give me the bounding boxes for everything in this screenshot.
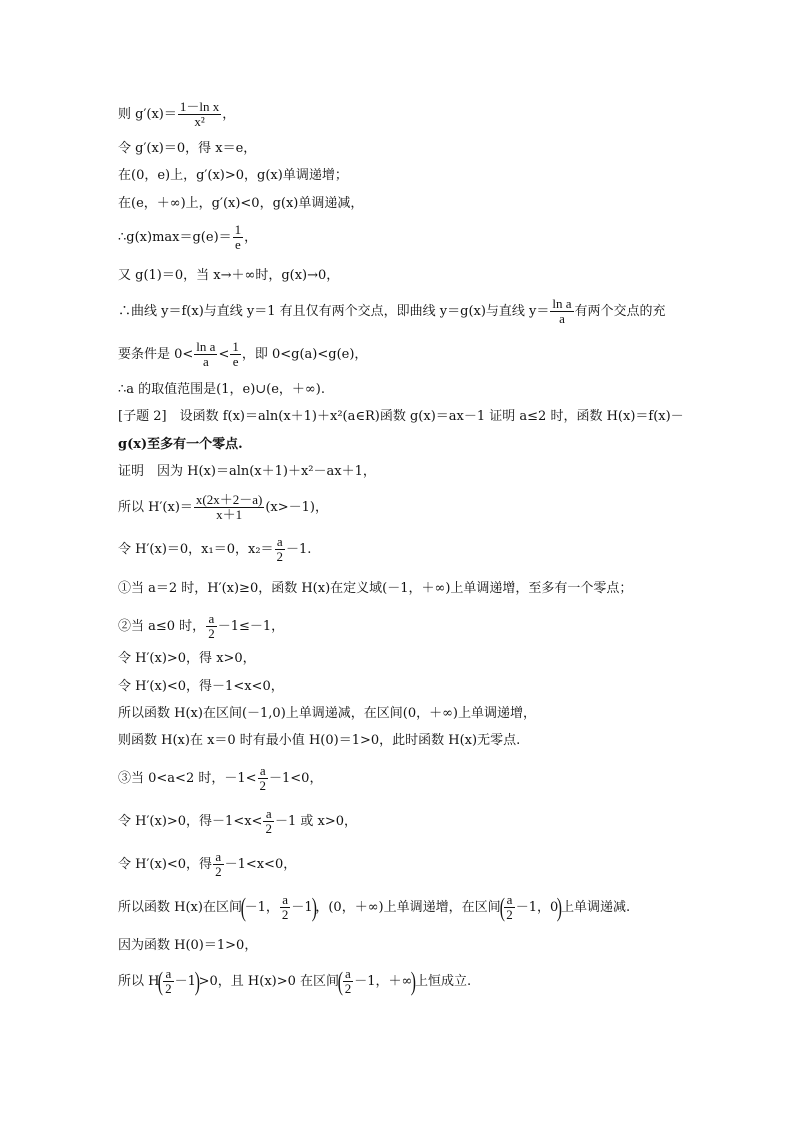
condition-line bbox=[118, 340, 367, 369]
text-line bbox=[118, 382, 325, 398]
text: 令 H′(x)<0，得－1<x<0， bbox=[118, 679, 284, 694]
case-2-line bbox=[118, 612, 284, 641]
fraction bbox=[233, 223, 244, 252]
fraction-numerator: a bbox=[213, 850, 224, 865]
text: ③当 0<a<2 时，－1< bbox=[118, 771, 257, 786]
max-value-line bbox=[118, 223, 257, 252]
text: 令 H′(x)＝0，x₁＝0，x₂＝ bbox=[118, 542, 274, 557]
fraction-denominator: 2 bbox=[165, 981, 172, 996]
fraction bbox=[280, 893, 291, 922]
text: 因为函数 H(0)＝1>0， bbox=[118, 938, 258, 953]
text: ， bbox=[222, 107, 236, 122]
fraction-denominator: 2 bbox=[344, 981, 352, 996]
fraction bbox=[263, 807, 274, 836]
text: ②当 a≤0 时， bbox=[118, 619, 206, 634]
fraction bbox=[230, 340, 241, 369]
fraction-numerator: 1 bbox=[232, 339, 239, 354]
fraction-numerator: 1 bbox=[234, 222, 242, 237]
right-paren: ) bbox=[557, 892, 563, 922]
fraction-denominator: 2 bbox=[259, 778, 267, 793]
text: 上恒成立. bbox=[414, 974, 472, 989]
text-line bbox=[118, 807, 357, 836]
fraction bbox=[504, 893, 515, 922]
text: 令 g′(x)＝0，得 x＝e， bbox=[118, 141, 257, 156]
text-line bbox=[118, 268, 339, 284]
subproblem-statement bbox=[118, 409, 684, 425]
text: 上单调递减. bbox=[561, 900, 631, 915]
text: 则 g′(x)＝ bbox=[118, 107, 177, 122]
text: －1. bbox=[286, 542, 312, 557]
text: ， bbox=[244, 230, 258, 245]
fraction-numerator: 1－ln x bbox=[179, 99, 220, 114]
fraction-denominator: 2 bbox=[281, 907, 289, 922]
text-line bbox=[118, 733, 520, 749]
text: －1 bbox=[291, 900, 313, 915]
text: 有两个交点的充 bbox=[574, 304, 666, 319]
text: －1<x<0， bbox=[224, 857, 297, 872]
text: < bbox=[218, 347, 230, 362]
fraction-numerator: a bbox=[343, 967, 354, 982]
text-line bbox=[118, 196, 363, 212]
left-paren: ( bbox=[158, 966, 164, 996]
text: 证明 因为 H(x)＝aln(x＋1)＋x²－ax＋1， bbox=[118, 464, 376, 479]
fraction-denominator: 2 bbox=[276, 549, 284, 564]
fraction-numerator: a bbox=[258, 764, 269, 779]
text-line bbox=[118, 679, 284, 695]
case-1-line bbox=[118, 581, 632, 597]
text: 要条件是 0< bbox=[118, 347, 194, 362]
derivative-g-line bbox=[118, 100, 235, 129]
fraction-numerator: a bbox=[206, 612, 217, 627]
fraction-numerator: a bbox=[504, 893, 515, 908]
text-line bbox=[118, 141, 256, 157]
text: －1≤－1， bbox=[217, 619, 285, 634]
right-paren: ) bbox=[194, 966, 200, 996]
text: 所以 H bbox=[118, 974, 160, 989]
fraction bbox=[343, 967, 354, 996]
fraction bbox=[213, 850, 224, 879]
fraction-denominator: 2 bbox=[506, 907, 513, 922]
text: ∴a 的取值范围是(1，e)∪(e，＋∞). bbox=[118, 382, 325, 397]
text: ∴曲线 y＝f(x)与直线 y＝1 有且仅有两个交点，即曲线 y＝g(x)与直线 y＝ bbox=[118, 304, 550, 319]
fraction bbox=[258, 764, 269, 793]
text: ，(0，＋∞)上单调递增，在区间 bbox=[315, 900, 501, 915]
text: －1<0， bbox=[269, 771, 323, 786]
subproblem-tag: [子题 2] bbox=[118, 409, 167, 424]
fraction bbox=[163, 967, 174, 996]
text: －1，0 bbox=[515, 900, 559, 915]
text-line bbox=[118, 850, 296, 879]
fraction-denominator: e bbox=[232, 354, 239, 369]
fraction-denominator: 2 bbox=[265, 821, 272, 836]
fraction-denominator: 2 bbox=[208, 626, 215, 641]
case-3-line bbox=[118, 764, 322, 793]
text-line bbox=[118, 168, 348, 184]
fraction bbox=[194, 340, 217, 369]
left-paren: ( bbox=[499, 892, 505, 922]
text: －1，＋∞ bbox=[354, 974, 413, 989]
fraction-denominator: x＋1 bbox=[216, 507, 243, 522]
text: 所以 H′(x)＝ bbox=[118, 500, 193, 515]
fraction-denominator: 2 bbox=[215, 864, 222, 879]
text: 在(e，＋∞)上，g′(x)<0，g(x)单调递减， bbox=[118, 196, 364, 211]
roots-line bbox=[118, 535, 311, 564]
fraction-numerator: ln a bbox=[552, 296, 572, 311]
text: 则函数 H(x)在 x＝0 时有最小值 H(0)＝1>0，此时函数 H(x)无零点. bbox=[118, 733, 521, 748]
text: 令 H′(x)>0，得 x>0， bbox=[118, 651, 256, 666]
fraction-numerator: a bbox=[263, 807, 274, 822]
fraction-numerator: a bbox=[280, 893, 291, 908]
text: －1， bbox=[244, 900, 279, 915]
text: >0，且 H(x)>0 在区间 bbox=[198, 974, 340, 989]
text: g(x)至多有一个零点. bbox=[118, 437, 243, 452]
right-paren: ) bbox=[411, 966, 417, 996]
left-paren: ( bbox=[337, 966, 343, 996]
text: 设函数 f(x)＝aln(x＋1)＋x²(a∈R)函数 g(x)＝ax－1 证明 a≤2 时，函数 H(x)＝f(x)－ bbox=[166, 409, 684, 424]
fraction-denominator: a bbox=[559, 311, 565, 326]
fraction-numerator: x(2x＋2－a) bbox=[195, 492, 263, 507]
left-paren: ( bbox=[240, 892, 246, 922]
text: 所以函数 H(x)在区间 bbox=[118, 900, 242, 915]
text: 又 g(1)＝0，当 x→＋∞时，g(x)→0， bbox=[118, 268, 340, 283]
text-line bbox=[118, 938, 257, 954]
intersection-line bbox=[118, 297, 666, 326]
text: (x>－1)， bbox=[265, 500, 328, 515]
fraction bbox=[550, 297, 573, 326]
fraction bbox=[178, 100, 221, 129]
text: ∴g(x)max＝g(e)＝ bbox=[118, 230, 232, 245]
text-line bbox=[118, 706, 536, 722]
text-line bbox=[118, 437, 243, 453]
fraction-numerator: a bbox=[275, 535, 286, 550]
fraction bbox=[194, 493, 264, 522]
text-line bbox=[118, 464, 376, 480]
fraction-numerator: a bbox=[163, 967, 174, 982]
text: ①当 a＝2 时，H′(x)≥0，函数 H(x)在定义域(－1，＋∞)上单调递增，至多有一个零点； bbox=[118, 581, 633, 596]
text: －1 或 x>0， bbox=[274, 814, 357, 829]
fraction bbox=[206, 612, 217, 641]
conclusion-line bbox=[118, 967, 471, 996]
right-paren: ) bbox=[311, 892, 317, 922]
fraction-numerator: ln a bbox=[196, 339, 216, 354]
text: 所以函数 H(x)在区间(－1,0)上单调递减，在区间(0，＋∞)上单调递增， bbox=[118, 706, 537, 721]
text: －1 bbox=[174, 974, 196, 989]
text-line bbox=[118, 651, 256, 667]
fraction bbox=[275, 535, 286, 564]
fraction-denominator: a bbox=[202, 354, 209, 369]
fraction-denominator: e bbox=[235, 237, 241, 252]
text: 在(0，e)上，g′(x)>0，g(x)单调递增； bbox=[118, 168, 348, 183]
text: ，即 0<g(a)<g(e)， bbox=[241, 347, 368, 362]
monotonicity-intervals-line bbox=[118, 893, 630, 922]
text: 令 H′(x)<0，得 bbox=[118, 857, 213, 872]
derivative-h-line bbox=[118, 493, 328, 522]
fraction-denominator: x² bbox=[194, 114, 205, 129]
text: 令 H′(x)>0，得－1<x< bbox=[118, 814, 263, 829]
